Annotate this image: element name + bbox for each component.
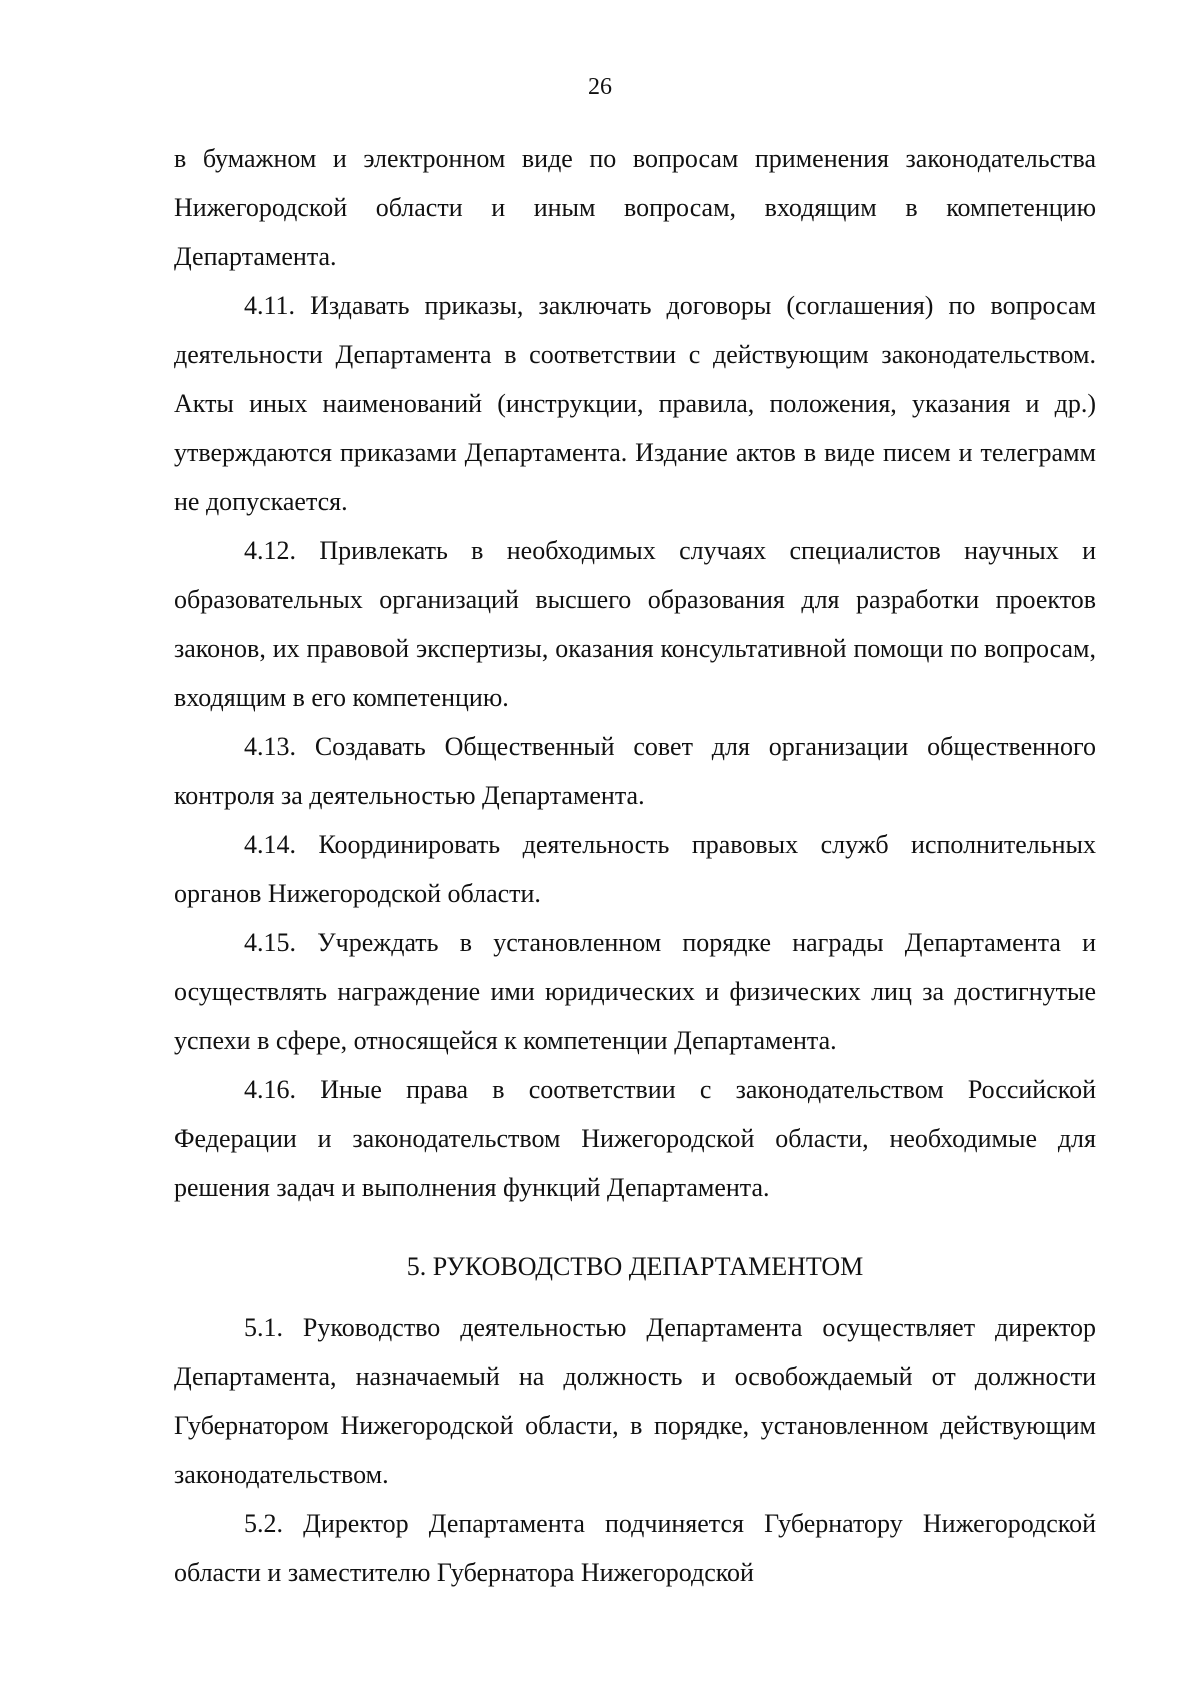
paragraph-5-1: 5.1. Руководство деятельностью Департамента осуществляет директор Департамента, назначаемый на должность и освобождаемый от должности Губернатором Нижегородской области, в порядке, установленном действующим законодательством.	[174, 1313, 1096, 1489]
paragraph-continuation: в бумажном и электронном виде по вопросам применения законодательства Нижегородской области и иным вопросам, входящим в компетенцию Департамента.	[174, 144, 1096, 271]
paragraph-4-13: 4.13. Создавать Общественный совет для организации общественного контроля за деятельностью Департамента.	[174, 732, 1096, 810]
paragraph-5-2: 5.2. Директор Департамента подчиняется Губернатору Нижегородской области и заместителю Губернатора Нижегородской	[174, 1509, 1096, 1587]
paragraph-4-14: 4.14. Координировать деятельность правовых служб исполнительных органов Нижегородской области.	[174, 830, 1096, 908]
paragraph-4-12: 4.12. Привлекать в необходимых случаях специалистов научных и образовательных организаций высшего образования для разработки проектов законов, их правовой экспертизы, оказания консультативной помощи по вопросам, входящим в его компетенцию.	[174, 536, 1096, 712]
paragraph-4-15: 4.15. Учреждать в установленном порядке награды Департамента и осуществлять награждение ими юридических и физических лиц за достигнутые успехи в сфере, относящейся к компетенции Департамента.	[174, 928, 1096, 1055]
document-body	[174, 134, 1096, 1597]
page-number: 26	[588, 74, 612, 100]
paragraph-4-16: 4.16. Иные права в соответствии с законодательством Российской Федерации и законодательством Нижегородской области, необходимые для решения задач и выполнения функций Департамента.	[174, 1075, 1096, 1202]
paragraph-4-11: 4.11. Издавать приказы, заключать договоры (соглашения) по вопросам деятельности Департамента в соответствии с действующим законодательством. Акты иных наименований (инструкции, правила, положения, указания и др.) утверждаются приказами Департамента. Издание актов в виде писем и телеграмм не допускается.	[174, 291, 1096, 516]
section-heading: 5. РУКОВОДСТВО ДЕПАРТАМЕНТОМ	[406, 1252, 864, 1281]
